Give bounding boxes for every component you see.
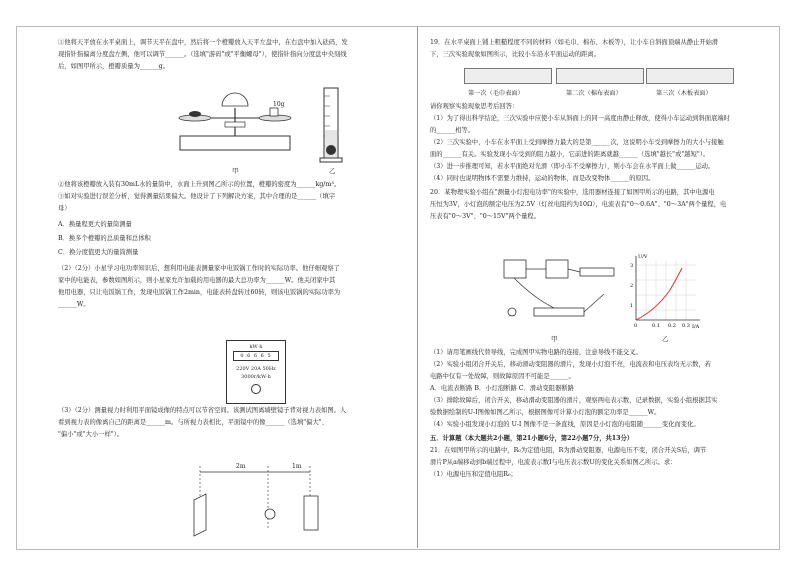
- text-line: 压恒为3V，小灯泡的额定电压为2.5V（灯丝电阻约为10Ω），电流表有"0～0.6A"、"0～3A"两个量程，电: [430, 201, 727, 208]
- rider-scale: [225, 122, 245, 127]
- x-tick: 0: [634, 323, 638, 329]
- option-b: B．换多个橙瓣的总质量和总体积: [58, 235, 151, 242]
- text-line: ②他将该橙瓣放入装有30mL水的量筒中，水面上升到图乙所示的位置，橙瓣的密度为______kg/m³。: [58, 181, 341, 188]
- section-heading: 五．计算题（本大题共2小题，第21小题6分，第22小题7分，共13分）: [430, 435, 634, 442]
- mirror-icon: [194, 494, 206, 536]
- right-column: [430, 38, 770, 62]
- left-column-part2: [58, 180, 408, 312]
- graph-ylabel: U/V: [638, 254, 648, 260]
- strip-wood: [646, 68, 734, 84]
- person-head-icon: [265, 509, 275, 519]
- rheostat-icon: [534, 308, 584, 316]
- strip-caption-3: 第三次（木板表面）: [656, 90, 712, 97]
- strip-cotton: [556, 68, 644, 84]
- text-line: 家中的电能表，参数如图所示，则小星家允许加载的用电器的最大总功率为______W。他关闭家中其: [58, 277, 336, 284]
- graph-xlabel: I/A: [692, 324, 700, 330]
- orange-in-water: [326, 145, 336, 155]
- mirror-figure: [190, 460, 330, 540]
- strip-towel: [464, 68, 552, 84]
- x-tick: 0.1: [652, 323, 660, 329]
- battery-icon: [580, 268, 614, 276]
- text-line: 的______相等。: [430, 127, 475, 134]
- text-line: 下，三次实验现象如图所示，比较小车沿水平面运动的距离。: [430, 51, 601, 58]
- meter-dial-icon: [251, 384, 261, 394]
- balance-figure: [170, 88, 300, 158]
- text-line: 看到视力表的像离自己的距离是______m。与所视力表相比，平面镜中的像______（选填"偏大"、: [58, 419, 328, 426]
- text-line: 压表有"0～3V"、"0～15V"两个量程。: [430, 213, 540, 220]
- meter-spec-1: 220V 20A 50Hz: [236, 366, 276, 372]
- text-line: ______W。: [58, 301, 90, 308]
- option-a: A．换量程更大的量筒测量: [58, 221, 132, 228]
- text-line: 后，如图甲所示，橙瓣质量为______g。: [58, 63, 170, 70]
- strip-caption-2: 第二次（棉布表面）: [566, 90, 622, 97]
- strip-caption-1: 第一次（毛巾表面）: [468, 90, 524, 97]
- ammeter-icon: [504, 260, 526, 278]
- text-line: 验数据绘制的U-I图像如图乙所示，根据图像可计算小灯泡的额定功率是______W。: [430, 409, 661, 416]
- graduated-cylinder: [318, 86, 348, 164]
- weight-label: 10g: [273, 101, 285, 108]
- text-line: 滑片P从a端移动到b端过程中，电流表示数I与电压表示数U的变化关系如图乙所示。求：: [430, 459, 677, 466]
- text-line: 现指针指偏离分度盘左侧，他可以调节______。（选填"游码"或"平衡螺母"），使指针指向分度盘中央刻线: [58, 51, 347, 58]
- cylinder-base: [320, 158, 342, 162]
- text-line: "偏小"或"大小一样"）。: [58, 431, 124, 438]
- text-line: 电路中仅有一处故障，则故障原因不可能是______。: [430, 373, 575, 380]
- right-column-part3: [430, 348, 770, 482]
- y-tick: 1: [630, 303, 634, 309]
- text-line: （2）实验小组闭合开关后，移动滑动变阻器的滑片，发现小灯泡不亮，电流表和电压表均无示数，若: [430, 361, 712, 368]
- meter-spec-2: 3000r/kW·h: [241, 374, 271, 380]
- balance-scale-dial: [222, 93, 248, 106]
- weight-block: [270, 108, 278, 116]
- x-tick: 0.3: [682, 323, 690, 329]
- text-line: 21．在如图甲所示的电路中，R₀为定值电阻，R为滑动变阻器，电源电压不变，闭合开关S后，调节: [430, 447, 707, 454]
- text-line: （1）电源电压和定值电阻R₀；: [430, 471, 517, 478]
- figure-label-jia-right: 甲: [551, 335, 558, 343]
- text-line: （4）同时也说明物体不需要力维持，运动的物体，而是改变物体______的原因。: [430, 175, 655, 182]
- meter-unit: kW·h: [249, 344, 263, 350]
- ui-graph: [626, 250, 706, 330]
- text-line: 母）: [58, 205, 71, 212]
- text-line: （4）实验小组发现小灯泡的 U-I 图像不是一条直线，原因是小灯泡的电阻随______变化而变化。: [430, 421, 700, 428]
- text-line: （2）（2分）小星学习电功率知识后，想利用电能表测量家中电饭锅工作时的实际功率。他仔细观察了: [58, 265, 340, 272]
- text-line: （1）为了得出科学结论，三次实验中应使小车从斜面上的同一高度由静止释放，使得小车运动到斜面底端时: [430, 115, 730, 122]
- eye-chart-icon: [304, 496, 318, 530]
- ui-curve: [636, 268, 682, 320]
- text-line: （1）请用笔画线代替导线，完成图甲实物电路的连接，注意导线不能交叉。: [430, 349, 642, 356]
- y-tick: 2: [630, 283, 634, 289]
- text-line: 20．某物理实验小组在"测量小灯泡电功率"的实验中，选用器材连接了如图甲所示的电路，其中电源电: [430, 189, 715, 196]
- text-line: 19．在水平桌面上铺上粗糙程度不同的材料（如毛巾、棉布、木板等），让小车自斜面顶端从静止开始滑: [430, 39, 719, 46]
- distance-2m-label: 2m: [236, 463, 246, 470]
- text-line: A．电流表断路 B．小灯泡断路 C．滑动变阻器断路: [430, 385, 574, 392]
- text-line: ③如对实验进行误差分析，觉得测量结果偏大。他设计了下列解决方案，其中合理的是______（填字: [58, 193, 336, 200]
- figure-label-yi-right: 乙: [662, 335, 669, 343]
- text-line: （2）三次实验中，小车在水平面上受到摩擦力最大的是第______次，这说明小车受到摩擦力的大小与接触: [430, 139, 724, 146]
- circuit-figure: [494, 254, 624, 326]
- column-divider: [417, 26, 418, 548]
- figure-label-jia: 甲: [232, 167, 239, 175]
- y-tick: 3: [630, 263, 634, 269]
- voltmeter-icon: [546, 260, 568, 278]
- x-tick: 0.2: [668, 323, 676, 329]
- graph-grid: [636, 260, 696, 320]
- left-column-part3: [58, 406, 408, 442]
- text-line: 面的______有关。实验发现小车受到的阻力越小，它前进的距离就越______（选填"越长"或"越短"）。: [430, 151, 710, 158]
- electric-meter: [226, 340, 286, 404]
- distance-1m-label: 1m: [292, 463, 302, 470]
- option-c: C．换分度值更大的量筒测量: [58, 249, 139, 256]
- figure-label-yi: 乙: [329, 167, 336, 175]
- left-column: [58, 38, 408, 74]
- text-line: （3）排除故障后，闭合开关，移动滑动变阻器的滑片，观察两电表示数，记录数据，实验小组根据其实: [430, 397, 718, 404]
- lamp-icon: [508, 308, 516, 316]
- text-line: （3）（2分）测量视力时利用平面镜成像的特点可以节省空间。该测试图离墙壁镜子背对视力表如图。人: [58, 407, 347, 414]
- text-line: （3）进一步推理可知，若水平面绝对光滑（即小车不受摩擦力），则小车会在水平面上做______运动。: [430, 163, 715, 170]
- text-line: ①他将天平放在水平桌面上，调节天平在盘中，然后将一个橙瓣放入天平左盘中，在右盘中加入砝码，发: [58, 39, 348, 46]
- balance-base: [180, 136, 290, 150]
- meter-digits: 0 6 6 6 5: [233, 351, 279, 361]
- text-line: 请你观察实验现象思考后回答：: [430, 103, 519, 110]
- orange-slice: [189, 111, 201, 117]
- text-line: 他用电器，只让电饭锅工作，发现电饭锅工作2min，电能表转盘转过60转，则该电饭锅的实际功率为: [58, 289, 341, 296]
- right-column-part2: [430, 102, 770, 224]
